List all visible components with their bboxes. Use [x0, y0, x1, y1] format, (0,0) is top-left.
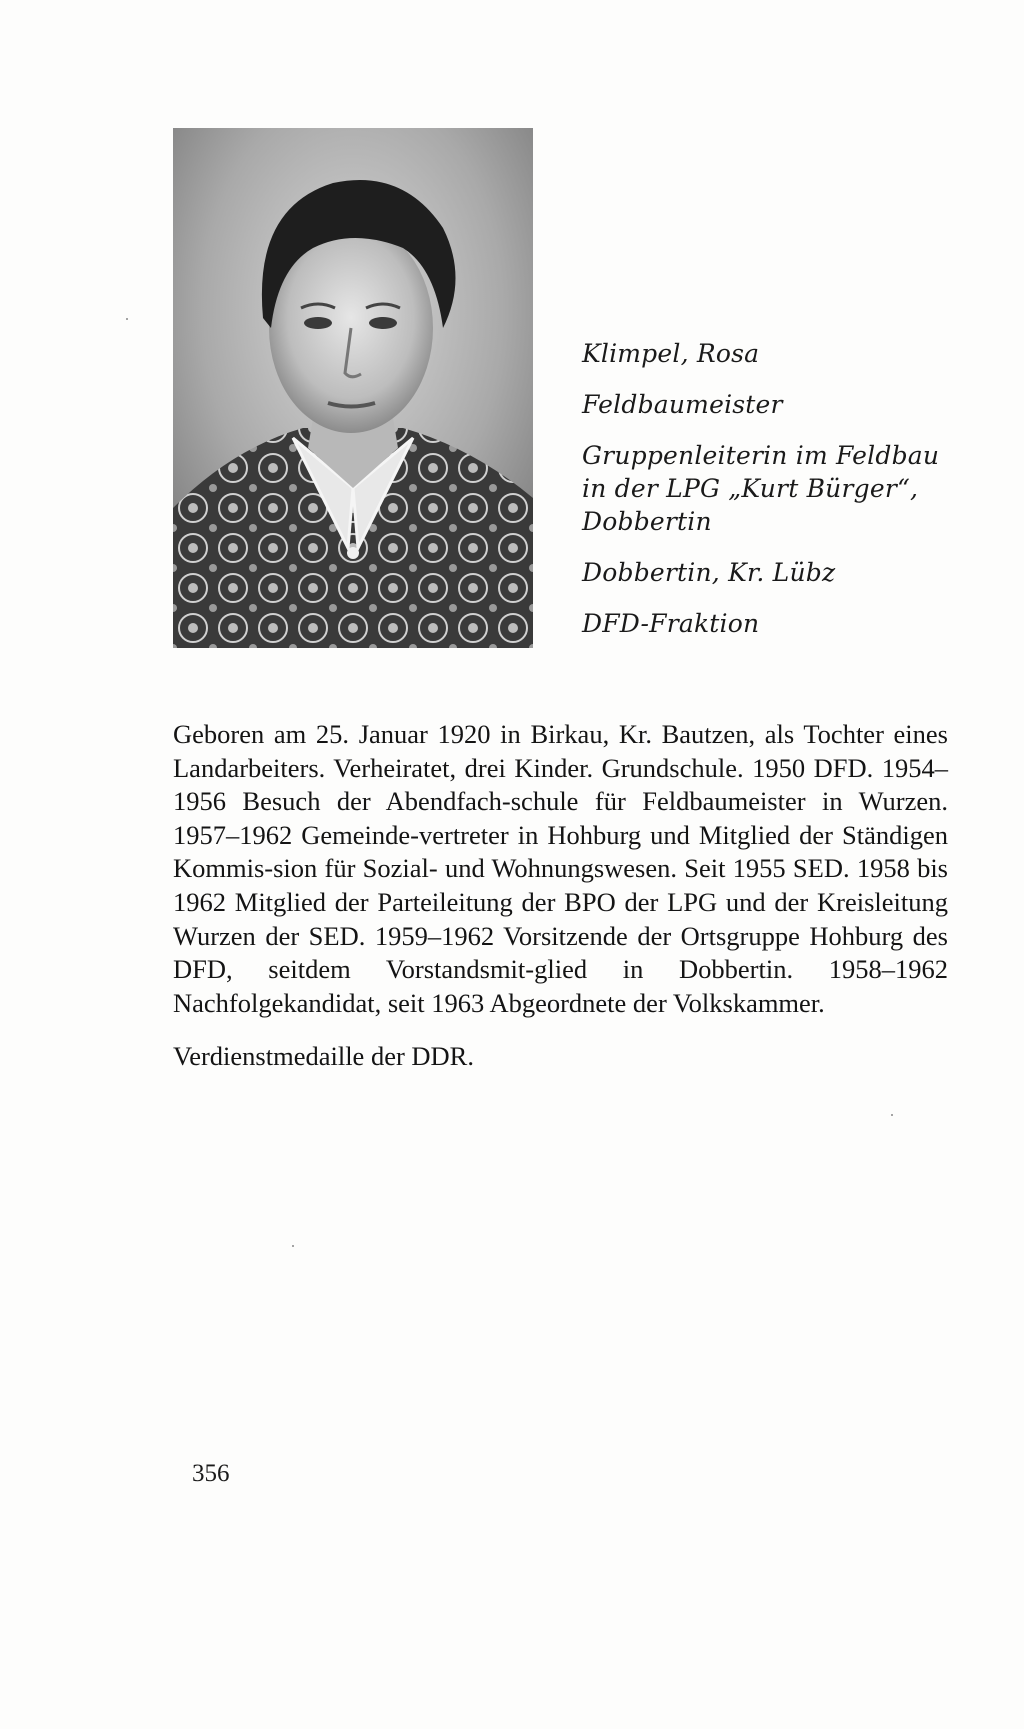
person-name: Klimpel, Rosa — [582, 339, 760, 368]
position: Gruppenleiterin im Feldbau in der LPG „Kurt Bürger“, Dobbertin — [582, 441, 940, 536]
scan-speck — [126, 318, 128, 320]
scan-speck — [292, 1245, 294, 1247]
profession: Feldbaumeister — [582, 390, 783, 419]
biography-paragraph: Geboren am 25. Januar 1920 in Birkau, Kr. Bautzen, als Tochter eines Landarbeiters. Verheiratet, drei Kinder. Grundschule. 1950 DFD. 1954–1956 Besuch der Abendfach-schule für Feldbaumeister in Wurzen. 1957–1962 Gemeinde-vertreter in Hohburg und Mitglied der Ständigen Kommis-sion für Sozial- und Wohnungswesen. Seit 1955 SED. 1958 bis 1962 Mitglied der Parteileitung der BPO der LPG und der Kreisleitung Wurzen der SED. 1959–1962 Vorsitzende der Ortsgruppe Hohburg des DFD, seitdem Vorstandsmit-glied in Dobbertin. 1958–1962 Nachfolgekandidat, seit 1963 Abgeordnete der Volkskammer. — [173, 719, 948, 1018]
portrait-image — [173, 128, 533, 648]
page-number: 356 — [192, 1460, 230, 1487]
caption-block — [582, 337, 982, 658]
scan-speck — [891, 1114, 893, 1116]
portrait-photo — [173, 128, 533, 648]
residence: Dobbertin, Kr. Lübz — [582, 558, 836, 587]
biography — [173, 718, 948, 1074]
awards-paragraph: Verdienstmedaille der DDR. — [173, 1041, 474, 1072]
faction: DFD-Fraktion — [582, 609, 760, 638]
